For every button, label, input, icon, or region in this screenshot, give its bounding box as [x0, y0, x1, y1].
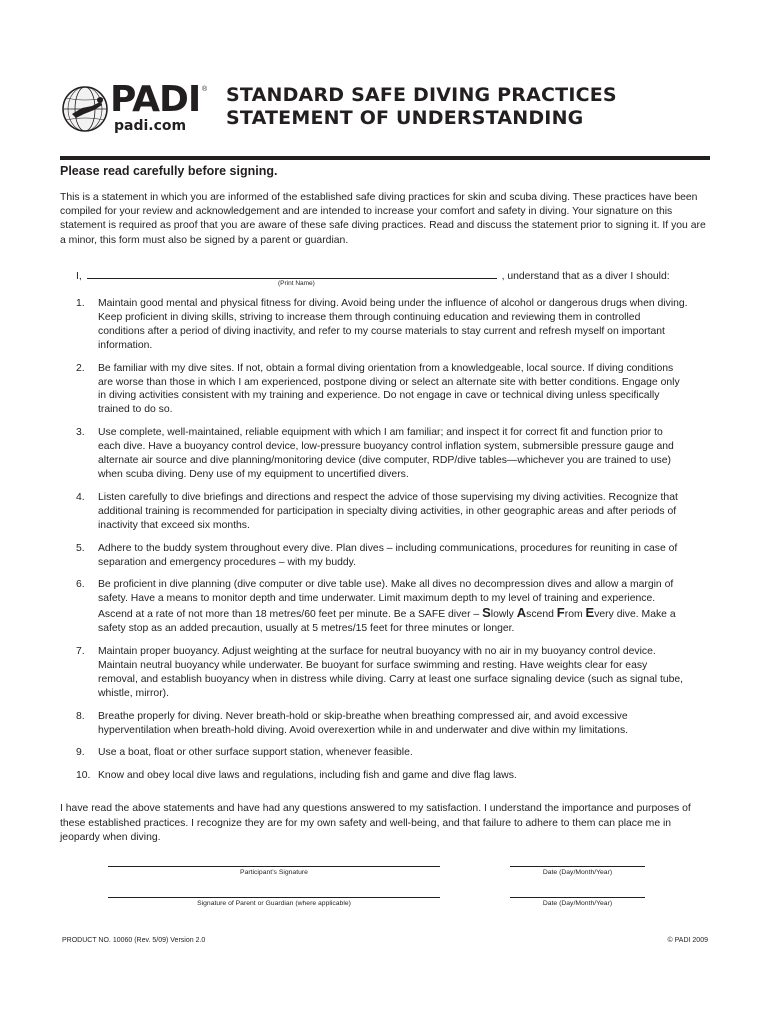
list-item	[76, 491, 688, 533]
item-text: Use complete, well-maintained, reliable equipment with which I am familiar; and inspect it for correct fit and function prior to each dive. Have a buoyancy control device, low-pressure buoyancy control inflation system, submersible pressure gauge and alternate air source and dive planning/monitoring device (dive computer, RDP/dive tables—whichever you are trained to use) when scuba diving. Deny use of my equipment to uncertified divers.	[98, 427, 674, 480]
item-number: 4.	[76, 491, 85, 503]
intro-paragraph: This is a statement in which you are informed of the established safe diving practices for skin and scuba diving. These practices have been compiled for your review and acknowledgement and are intended to increase your comfort and safety in diving. Your signature on this statement is required as proof that you are aware of these safe diving practices. Read and discuss the statement prior to signing it. If you are a minor, this form must also be signed by a parent or guardian.	[60, 192, 706, 246]
safe-word: rom	[564, 609, 583, 621]
title-line-2: STATEMENT OF UNDERSTANDING	[226, 107, 584, 129]
item-number: 7.	[76, 646, 85, 658]
list-item	[76, 542, 688, 570]
item-text: Know and obey local dive laws and regulations, including fish and game and dive flag laws.	[98, 770, 517, 782]
safe-word: lowly	[490, 609, 514, 621]
item-number: 5.	[76, 542, 85, 554]
declaration-line	[76, 267, 670, 282]
item-text: Maintain good mental and physical fitness for diving. Avoid being under the influence of alcohol or dangerous drugs when diving. Keep proficient in diving skills, striving to increase them through continuing education and reviewing them in controlled conditions after a period of diving inactivity, and refer to my course materials to stay current and refresh myself on important information.	[98, 298, 688, 351]
item-text: Maintain proper buoyancy. Adjust weighting at the surface for neutral buoyancy with no air in my buoyancy control device. Maintain neutral buoyancy while underwater. Be buoyant for surface swimming and resting. Have weights clear for easy removal, and establish buoyancy when in distress while diving. Carry at least one surface signaling device (such as signal tube, whistle, mirror).	[98, 646, 684, 699]
safe-word: scend	[526, 609, 554, 621]
print-name-field[interactable]	[87, 267, 497, 279]
closing-paragraph: I have read the above statements and have had any questions answered to my satisfaction. I understand the importance and purposes of these established practices. I recognize they are for my own safety and well-being, and that failure to adhere to them can place me in jeopardy when diving.	[60, 803, 691, 844]
safe-word: very dive	[594, 609, 636, 621]
header-rule	[60, 156, 710, 160]
globe-diver-icon	[60, 84, 110, 134]
title-line-1: STANDARD SAFE DIVING PRACTICES	[226, 84, 617, 106]
list-item	[76, 426, 688, 482]
item-number: 6.	[76, 579, 85, 591]
list-item	[76, 578, 688, 636]
date-label-2: Date (Day/Month/Year)	[542, 900, 613, 907]
safe-letter-f: F	[556, 605, 565, 621]
item-text: Breathe properly for diving. Never breath-hold or skip-breathe when breathing compressed air, and avoid excessive hyperventilation when breath-hold diving. Avoid overexertion while in and underwater and dive within my limitations.	[98, 710, 629, 736]
copyright: © PADI 2009	[667, 937, 708, 944]
padi-logo	[60, 79, 210, 136]
declaration-suffix: , understand that as a diver I should:	[501, 271, 670, 282]
item-text: Be proficient in dive planning (dive computer or dive table use). Make all dives no decompression dives and allow a margin of safety. Have a means to monitor depth and time underwater. Limit maximum depth to my level of training and experience. Ascend at a rate of not more than 18 metres/60 feet per minute. Be a SAFE diver –	[98, 579, 674, 621]
padi-wordmark: PADI	[110, 79, 201, 120]
item-number: 1.	[76, 298, 85, 309]
item-number: 3.	[76, 427, 85, 439]
list-item	[76, 746, 688, 760]
item-text: Listen carefully to dive briefings and directions and respect the advice of those supervising my diving activities. Recognize that additional training is recommended for participation in specialty diving activities, in other geographic areas and after periods of inactivity that exceed six months.	[98, 491, 678, 531]
guardian-signature-field[interactable]	[108, 897, 440, 898]
safe-letter-a: A	[516, 605, 527, 621]
participant-signature-field[interactable]	[108, 866, 440, 867]
list-item	[76, 710, 688, 738]
item-text: Be familiar with my dive sites. If not, obtain a formal diving orientation from a knowledgeable, local source. If diving conditions are worse than those in which I am experienced, postpone diving or select an alternate site with better conditions. Engage only in diving activities consistent with my training and experience. Do not engage in cave or technical diving unless specifically trained to do so.	[98, 362, 680, 416]
print-name-label: (Print Name)	[278, 280, 315, 287]
date-field-2[interactable]	[510, 897, 645, 898]
guardian-signature-label: Signature of Parent or Guardian (where applicable)	[197, 900, 351, 907]
document-title	[226, 84, 617, 130]
list-item	[76, 645, 688, 701]
participant-signature-label: Participant’s Signature	[240, 869, 308, 876]
practices-list	[76, 297, 688, 792]
product-number: PRODUCT NO. 10060 (Rev. 5/09) Version 2.0	[62, 937, 206, 944]
list-item	[76, 297, 688, 353]
safe-letter-e: E	[585, 605, 595, 621]
date-field-1[interactable]	[510, 866, 645, 867]
subheading: Please read carefully before signing.	[60, 164, 278, 178]
item-text: Adhere to the buddy system throughout every dive. Plan dives – including communications, procedures for reuniting in case of separation and emergency procedures – with my buddy.	[98, 542, 678, 568]
safe-letter-s: S	[482, 605, 491, 621]
date-label-1: Date (Day/Month/Year)	[542, 869, 613, 876]
item-number: 9.	[76, 747, 85, 759]
list-item	[76, 362, 688, 418]
registered-mark: ®	[202, 86, 208, 93]
item-number: 8.	[76, 710, 85, 722]
list-item	[76, 769, 688, 783]
item-number: 10.	[76, 770, 91, 782]
item-text: . Make a safety stop as an added precaution, usually at 5 metres/15 feet for three minutes or longer.	[98, 609, 676, 635]
item-text: Use a boat, float or other surface support station, whenever feasible.	[98, 747, 413, 759]
declaration-prefix: I,	[76, 271, 82, 282]
item-number: 2.	[76, 362, 85, 374]
padi-url: padi.com	[114, 118, 187, 134]
